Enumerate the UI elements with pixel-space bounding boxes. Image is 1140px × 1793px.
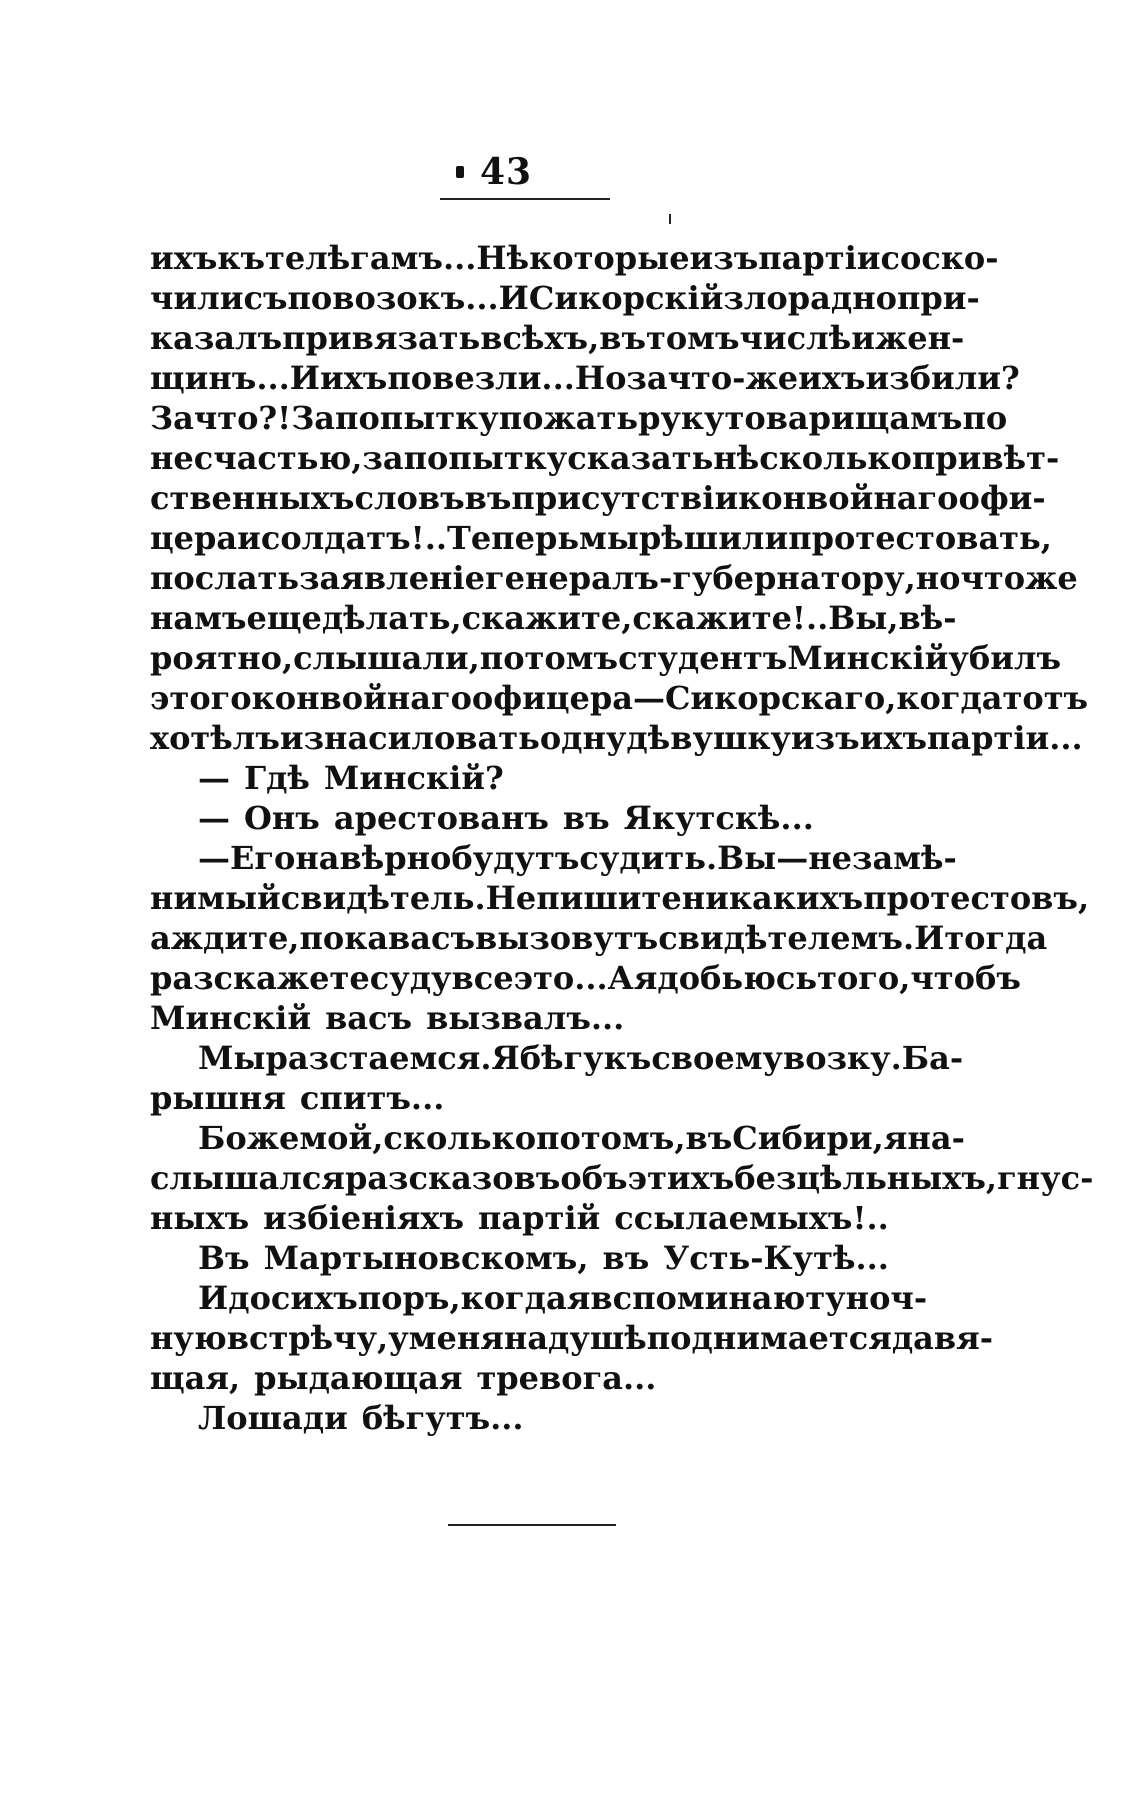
text-line [150,598,957,638]
word: ихъ [859,719,927,757]
text-line [150,518,1052,558]
word: ихъ [798,359,866,397]
word: я [633,959,658,997]
text-line [150,318,965,358]
word: ихъ [319,359,388,397]
word: арестованъ [333,799,549,837]
word: при- [896,279,980,317]
word: ждите, [170,919,300,957]
text-line [150,358,1020,398]
word: на [503,1319,549,1357]
word: суду [369,959,452,997]
word: А [607,959,634,997]
word: генералъ-губернатору, [484,559,916,597]
word: это... [513,959,608,997]
word: ихъ [150,239,218,277]
word: поръ, [357,1279,461,1317]
word: попытку [335,399,499,437]
word: сихъ [270,1279,358,1317]
word: пишите [536,879,682,917]
word: И [289,359,320,397]
word: незамѣ- [808,839,957,877]
word: всѣхъ, [480,319,600,357]
text-line [150,238,999,278]
word: давя- [891,1319,994,1357]
header-rule [440,198,610,200]
word: ную [150,1319,227,1357]
text-line [150,398,1008,438]
word: партіи... [926,719,1083,757]
text-line [150,1238,910,1278]
word: щинъ... [150,359,290,397]
word: будутъ [451,839,580,877]
word: За [150,399,194,437]
text-line [150,558,1078,598]
word: пожать [498,399,639,437]
word: повозокъ... [287,279,499,317]
word: щая, [150,1359,241,1397]
word: ственныхъ [150,479,355,517]
word: Сибири, [732,1119,884,1157]
word: руку [638,399,725,437]
word: скажите, [461,599,633,637]
word: чтобъ [910,959,1021,997]
word: партій [477,1199,601,1237]
word: Усть-Кутѣ... [663,1239,889,1277]
word: за [626,359,668,397]
word: вѣ- [898,599,957,637]
word: этихъ [627,1159,735,1197]
word: же [1025,559,1078,597]
word: вспоминаю [590,1279,806,1317]
text-line [150,678,1089,718]
word: къ [603,1039,652,1077]
word: и [851,319,875,357]
text-line [150,478,1046,518]
word: Ба- [901,1039,964,1077]
word: избіеніяхъ [263,1199,464,1237]
word: изъ [689,239,759,277]
text-line [150,1318,994,1358]
word: до [228,1279,271,1317]
word: рышня [150,1079,286,1117]
word: когда [460,1279,567,1317]
word: офицера [471,679,633,717]
word: и [237,519,261,557]
word: Въ [198,1239,250,1277]
word: бѣгу [519,1039,604,1077]
word: встрѣчу, [226,1319,389,1357]
text-line [150,1158,1094,1198]
word: за [362,439,404,477]
text-line [150,958,1021,998]
word: этого [150,679,252,717]
word: но [915,559,961,597]
word: мой, [299,1119,384,1157]
word: Минскій [787,639,949,677]
word: свидѣтель. [280,879,486,917]
word: Не [485,879,537,917]
word: Я [491,1039,520,1077]
word: — [776,839,809,877]
word: ссылаемыхъ!.. [614,1199,889,1237]
word: нимый [150,879,281,917]
word: одну [539,719,627,757]
end-rule [448,1524,616,1526]
word: разскажете [150,959,370,997]
word: свидѣтелемъ. [658,919,915,957]
word: васъ [325,999,413,1037]
word: въ [599,319,646,357]
word: конвойнаго [251,679,472,717]
word: я [883,1119,908,1157]
word: словъ [354,479,465,517]
word: въ [562,799,610,837]
word: нѣсколько [713,439,912,477]
text-line [150,278,980,318]
word: слышался [150,1159,345,1197]
word: Вы [717,839,777,877]
word: попытку [403,439,568,477]
word: привязать [282,319,481,357]
word: съ [243,279,288,317]
word: студентъ [618,639,788,677]
word: томъ [645,319,740,357]
word: цера [150,519,238,557]
word: Онъ [244,799,320,837]
word: За [291,399,336,437]
word: Мартыновскомъ, [263,1239,589,1277]
word: Боже [198,1119,300,1157]
word: Теперь [447,519,580,557]
word: разсказовъ [344,1159,561,1197]
word: еще [246,599,322,637]
word: ту [805,1279,846,1317]
text-line [150,1398,910,1438]
text-line [150,1198,910,1238]
word: своему [651,1039,784,1077]
word: тревога... [476,1359,657,1397]
word: вызовутъ [475,919,659,957]
text-line [150,998,910,1038]
word: Сикорскаго, [664,679,897,717]
word: рѣшили [638,519,789,557]
text-line [150,1358,910,1398]
word: — [198,799,230,837]
word: убилъ [948,639,1062,677]
text-line [150,878,1090,918]
word: Минскій [150,999,312,1037]
text-line [150,758,910,798]
word: душѣ [548,1319,647,1357]
word: числѣ [739,319,852,357]
word: Его [230,839,296,877]
word: добьюсь [657,959,818,997]
word: ноч- [845,1279,928,1317]
word: Мы [198,1039,266,1077]
word: Сикорскій [528,279,724,317]
word: потомъ [479,639,619,677]
word: къ [217,239,266,277]
word: Нѣкоторые [476,239,690,277]
word: товарищамъ [724,399,963,437]
word: привѣт- [911,439,1060,477]
word: мы [579,519,639,557]
word: протестовать, [788,519,1052,557]
text-line [150,718,1083,758]
word: казалъ [150,319,283,357]
word: ныхъ [150,1199,250,1237]
word: по [962,399,1008,437]
word: — [632,679,665,717]
word: спитъ... [299,1079,445,1117]
page-header [440,152,610,200]
word: соско- [880,239,999,277]
word: телѣгамъ... [265,239,477,277]
stray-mark [669,214,671,224]
word: тогда [944,919,1048,957]
word: въ [602,1239,650,1277]
word: хотѣлъ [150,719,280,757]
text-line [150,1118,965,1158]
word: Якутскѣ... [623,799,814,837]
word: потомъ, [536,1119,686,1157]
word: изъ [790,719,860,757]
word: И [198,1279,229,1317]
word: роятно, [150,639,294,677]
word: возку. [783,1039,902,1077]
word: безцѣльныхъ, [734,1159,998,1197]
text-line [150,838,957,878]
word: избили? [865,359,1020,397]
word: меня [408,1319,504,1357]
word: Вы, [828,599,899,637]
word: И [498,279,529,317]
word: тотъ [1002,679,1089,717]
text-line [150,438,1060,478]
word: дѣлать, [321,599,462,637]
word: Но [574,359,627,397]
word: изнасиловать [279,719,540,757]
word: что-же [667,359,799,397]
word: а [150,919,171,957]
word: никакихъ [681,879,864,917]
word: — [198,759,230,797]
word: того, [817,959,911,997]
word: на- [907,1119,965,1157]
word: разстаемся. [265,1039,492,1077]
text-line [150,1038,964,1078]
word: что?! [193,399,292,437]
word: заявленіе [299,559,485,597]
word: поднимается [646,1319,892,1357]
word: партіи [758,239,881,277]
word: въ [464,479,512,517]
text-line [150,1278,928,1318]
word: навѣрно [295,839,452,877]
word: сказать [567,439,714,477]
word: офи- [958,479,1046,517]
word: слышали, [293,639,480,677]
text-line [150,918,1048,958]
word: когда [896,679,1003,717]
word: жен- [874,319,965,357]
header-mark [456,166,464,178]
word: сколько [383,1119,537,1157]
word: дѣвушку [626,719,791,757]
word: — [198,839,230,877]
page-number: 43 [480,151,533,193]
word: вызвалъ... [426,999,625,1037]
word: что [960,559,1026,597]
word: послать [150,559,300,597]
word: злорадно [723,279,897,317]
text-line [150,798,910,838]
word: конвойнаго [738,479,959,517]
word: судить. [579,839,718,877]
word: Гдѣ [244,759,310,797]
word: васъ [388,919,476,957]
word: намъ [150,599,247,637]
word: все [451,959,514,997]
word: скажите!.. [632,599,829,637]
word: рыдающая [254,1359,463,1397]
word: Минскій? [323,759,504,797]
text-line [150,1078,910,1118]
word: чили [150,279,244,317]
word: въ [685,1119,733,1157]
word: солдатъ!.. [260,519,447,557]
text-line [150,638,1062,678]
word: я [566,1279,591,1317]
word: пока [299,919,389,957]
word: присутствіи [511,479,739,517]
word: протестовъ, [863,879,1090,917]
word: гнус- [997,1159,1094,1197]
word: бѣгутъ... [361,1399,524,1437]
word: у [388,1319,409,1357]
word: несчастью, [150,439,363,477]
word: Лошади [198,1399,348,1437]
word: И [914,919,945,957]
word: повезли... [387,359,575,397]
word: объ [560,1159,628,1197]
body-text [150,238,1094,1438]
